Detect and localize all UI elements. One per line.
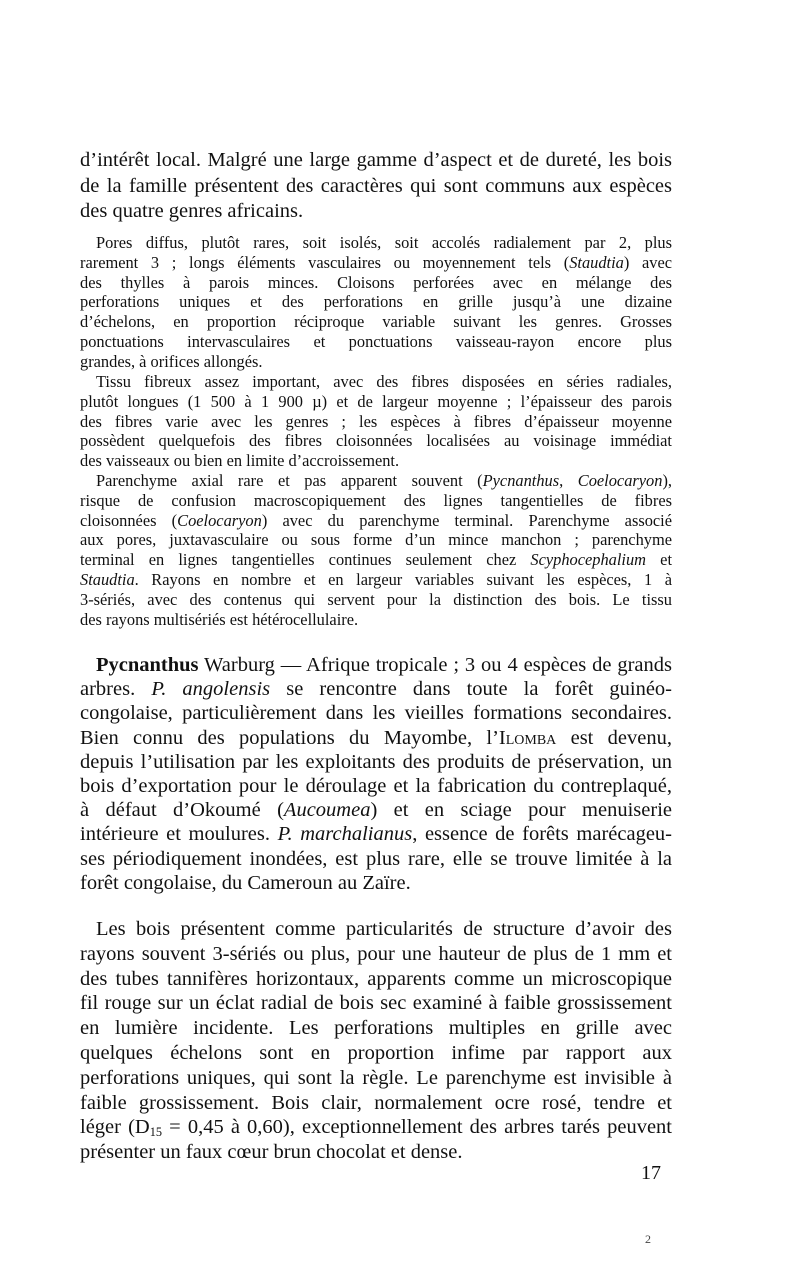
text-segment: rarement 3 ; longs éléments vasculaires ou moyennement tels ( <box>80 252 570 272</box>
text-line <box>80 372 672 392</box>
page-number: 17 <box>641 1162 661 1184</box>
text-line <box>80 1066 672 1091</box>
text-line <box>80 174 672 200</box>
text-segment: forêt congolaise, du Cameroun au Zaïre. <box>80 871 411 894</box>
italic-text: Coelocaryon <box>177 510 262 530</box>
text-segment: à défaut d’Okoumé ( <box>80 799 284 822</box>
text-segment: Pores diffus, plutôt rares, soit isolés, soit accolés radialement par 2, plus <box>96 233 672 252</box>
text-line <box>80 701 672 725</box>
subscript-text: 15 <box>149 1125 163 1140</box>
text-line <box>80 570 672 590</box>
paragraph-fibres <box>80 372 672 471</box>
text-line <box>80 491 672 511</box>
small-caps-text: Ilomba <box>498 726 557 749</box>
text-line <box>80 273 672 293</box>
text-segment: rayons souvent 3-sériés ou plus, pour une hauteur de plus de 1 mm et <box>80 942 672 965</box>
text-line <box>80 1091 672 1116</box>
text-segment: faible grossissement. Bois clair, normalement ocre rosé, tendre et <box>80 1091 672 1114</box>
text-segment: est devenu, <box>556 726 672 749</box>
text-segment: ses périodiquement inondées, est plus rare, elle se trouve limitée à la <box>80 847 672 870</box>
italic-text: P. marchalianus <box>277 823 413 846</box>
text-segment: des fibres varie avec les genres ; les espèces à fibres d’épaisseur moyenne <box>80 411 672 431</box>
italic-text: Coelocaryon <box>577 471 663 490</box>
text-line <box>80 726 672 750</box>
text-line <box>80 233 672 253</box>
text-segment: . Rayons en nombre et en largeur variables suivant les espèces, 1 à <box>134 569 672 589</box>
text-segment: ponctuations intervasculaires et ponctuations vaisseau-rayon encore plus <box>80 331 672 351</box>
text-line <box>80 511 672 531</box>
text-line <box>80 991 672 1016</box>
text-segment: se rencontre dans toute la forêt guinéo- <box>270 678 672 701</box>
text-segment: d’intérêt local. Malgré une large gamme d’aspect et de dureté, les bois <box>80 149 672 171</box>
text-line <box>80 312 672 332</box>
text-line <box>80 798 672 822</box>
text-segment: grandes, à orifices allongés. <box>80 351 263 371</box>
text-segment: Warburg — Afrique tropicale ; 3 ou 4 espèces de grands <box>198 654 672 676</box>
text-line <box>80 774 672 798</box>
text-segment: bois d’exportation pour le déroulage et la fabrication du contreplaqué, <box>80 775 672 798</box>
text-line <box>80 1041 672 1066</box>
text-line <box>80 871 672 895</box>
text-segment: des tubes tannifères horizontaux, apparents comme un microscopique <box>80 967 672 990</box>
text-line <box>80 471 672 491</box>
text-segment: présenter un faux cœur brun chocolat et dense. <box>80 1141 463 1164</box>
text-line <box>80 332 672 352</box>
text-line <box>80 1016 672 1041</box>
text-segment: ), <box>662 471 672 490</box>
text-segment: Tissu fibreux assez important, avec des fibres disposées en séries radiales, <box>96 372 672 391</box>
text-line <box>80 847 672 871</box>
paragraph-pycnanthus <box>80 653 672 895</box>
text-segment: , essence de forêts marécageu- <box>412 823 672 846</box>
italic-text: Pycnanthus <box>482 471 560 490</box>
text-line <box>80 451 672 471</box>
text-segment: de la famille présentent des caractères qui sont communs aux espèces <box>80 174 672 197</box>
text-line <box>80 967 672 992</box>
text-segment: arbres. <box>80 678 152 701</box>
text-segment: fil rouge sur un éclat radial de bois sec examiné à faible grossissement <box>80 992 672 1015</box>
text-segment: depuis l’utilisation par les exploitants des produits de préservation, un <box>80 750 672 773</box>
text-line <box>80 431 672 451</box>
text-segment: risque de confusion macroscopiquement des lignes tangentielles de fibres <box>80 490 672 510</box>
text-line <box>80 392 672 412</box>
text-line <box>80 352 672 372</box>
text-line <box>80 917 672 942</box>
text-segment: des quatre genres africains. <box>80 200 304 223</box>
text-line <box>80 530 672 550</box>
text-segment: perforations uniques et des perforations en grille jusqu’à une dizaine <box>80 292 672 312</box>
paragraph-parenchyme <box>80 471 672 629</box>
text-segment: d’échelons, en proportion réciproque variable suivant les genres. Grosses <box>80 312 672 332</box>
text-segment: Bien connu des populations du Mayombe, l’ <box>80 726 499 749</box>
text-line <box>80 653 672 677</box>
text-line <box>80 253 672 273</box>
text-segment: = 0,45 à 0,60), exceptionnellement des arbres tarés peuvent <box>162 1116 673 1139</box>
text-line <box>80 292 672 312</box>
text-segment: aux pores, juxtavasculaire ou sous forme d’un mince manchon ; parenchyme <box>80 530 672 550</box>
text-segment: ) avec du parenchyme terminal. Parenchyme associé <box>261 510 672 530</box>
text-segment: Parenchyme axial rare et pas apparent souvent ( <box>96 471 483 490</box>
text-segment: en lumière incidente. Les perforations multiples en grille avec <box>80 1017 672 1040</box>
italic-text: P. angolensis <box>151 678 271 701</box>
paragraph-intro-continuation <box>80 148 672 225</box>
text-line <box>80 1140 672 1165</box>
text-line <box>80 610 672 630</box>
text-segment: ) et en sciage pour menuiserie <box>370 799 672 822</box>
text-segment: des rayons multisériés est hétérocellulaire. <box>80 609 359 629</box>
text-line <box>80 550 672 570</box>
text-segment: congolaise, particulièrement dans les vieilles formations secondaires. <box>80 702 672 725</box>
paragraph-pores <box>80 233 672 372</box>
italic-text: Staudtia <box>569 252 624 272</box>
text-line <box>80 750 672 774</box>
text-line <box>80 942 672 967</box>
italic-text: Aucoumea <box>283 799 371 822</box>
italic-text: Staudtia <box>80 569 135 589</box>
text-segment: perforations uniques, qui sont la règle. Le parenchyme est invisible à <box>80 1066 672 1089</box>
text-segment: léger (D <box>80 1116 150 1139</box>
text-line <box>80 1115 672 1140</box>
text-segment: 3-sériés, avec des contenus qui servent pour la distinction des bois. Le tissu <box>80 589 672 609</box>
text-segment: , <box>559 471 578 490</box>
text-segment: plutôt longues (1 500 à 1 900 µ) et de largeur moyenne ; l’épaisseur des parois <box>80 391 672 411</box>
text-line <box>80 677 672 701</box>
text-segment: Les bois présentent comme particularités de structure d’avoir des <box>96 918 672 940</box>
text-segment: possèdent quelquefois des fibres cloisonnées localisées au voisinage immédiat <box>80 431 672 451</box>
text-segment: ) avec <box>623 252 673 272</box>
italic-text: Scyphocephalium <box>530 550 647 570</box>
text-line <box>80 590 672 610</box>
text-line <box>80 822 672 846</box>
text-line <box>80 412 672 432</box>
text-line <box>80 148 672 174</box>
text-segment: terminal en lignes tangentielles continues seulement chez <box>80 550 531 570</box>
text-line <box>80 199 672 225</box>
sheet-mark: 2 <box>645 1232 651 1246</box>
text-segment: cloisonnées ( <box>80 510 178 530</box>
bold-heading-text: Pycnanthus <box>96 654 199 676</box>
paragraph-structure <box>80 917 672 1165</box>
text-segment: intérieure et moulures. <box>80 823 278 846</box>
text-segment: des thylles à parois minces. Cloisons perforées avec en mélange des <box>80 272 672 292</box>
text-segment: et <box>646 550 672 570</box>
text-segment: des vaisseaux ou bien en limite d’accroissement. <box>80 451 400 471</box>
text-segment: quelques échelons sont en proportion infime par rapport aux <box>80 1041 672 1064</box>
